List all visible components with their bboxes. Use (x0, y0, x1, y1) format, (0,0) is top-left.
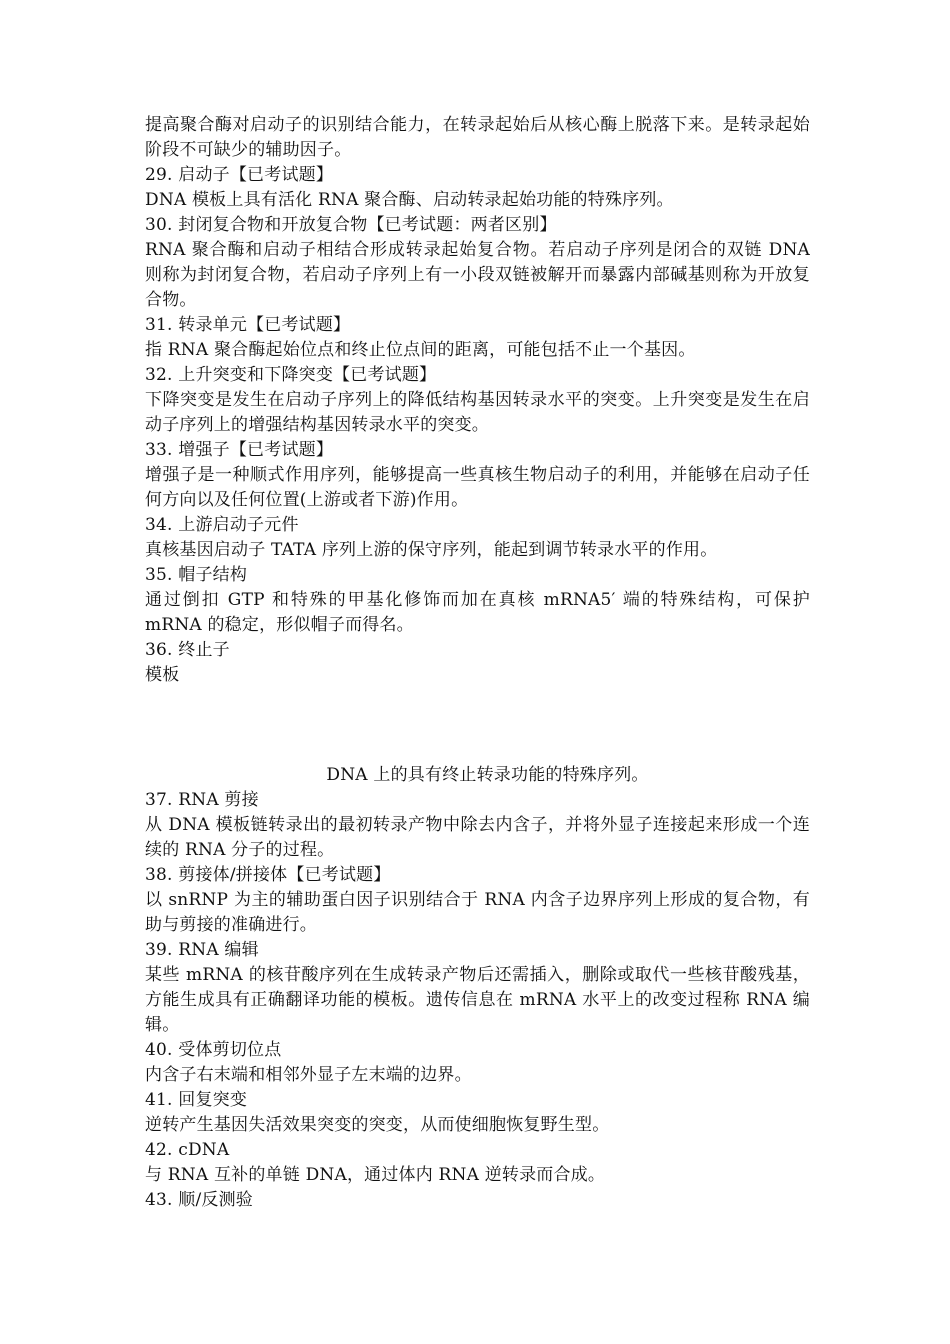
paragraph-36-end: DNA 上的具有终止转录功能的特殊序列。 (326, 765, 649, 785)
heading-33: 33. 增强子【已考试题】 (145, 440, 334, 460)
paragraph-36-start: 模板 (145, 665, 180, 685)
paragraph-32: 下降突变是发生在启动子序列上的降低结构基因转录水平的突变。上升突变是发生在启动子序列上的增强结构基因转录水平的突变。 (145, 390, 810, 435)
heading-42: 42. cDNA (145, 1140, 230, 1160)
heading-32: 32. 上升突变和下降突变【已考试题】 (145, 365, 437, 385)
heading-43: 43. 顺/反测验 (145, 1190, 253, 1210)
heading-41: 41. 回复突变 (145, 1090, 248, 1110)
paragraph-29: DNA 模板上具有活化 RNA 聚合酶、启动转录起始功能的特殊序列。 (145, 190, 674, 210)
heading-38: 38. 剪接体/拼接体【已考试题】 (145, 865, 391, 885)
paragraph-39: 某些 mRNA 的核苷酸序列在生成转录产物后还需插入，删除或取代一些核苷酸残基，方能生成具有正确翻译功能的模板。遗传信息在 mRNA 水平上的改变过程称 RNA 编辑。 (145, 965, 810, 1035)
blank-gap (145, 688, 810, 763)
paragraph-38: 以 snRNP 为主的辅助蛋白因子识别结合于 RNA 内含子边界序列上形成的复合物，有助与剪接的准确进行。 (145, 890, 810, 935)
paragraph-34: 真核基因启动子 TATA 序列上游的保守序列，能起到调节转录水平的作用。 (145, 540, 718, 560)
heading-29: 29. 启动子【已考试题】 (145, 165, 334, 185)
heading-31: 31. 转录单元【已考试题】 (145, 315, 351, 335)
paragraph-sigma-factor-cont: 提高聚合酶对启动子的识别结合能力，在转录起始后从核心酶上脱落下来。是转录起始阶段不可缺少的辅助因子。 (145, 115, 810, 160)
paragraph-42: 与 RNA 互补的单链 DNA，通过体内 RNA 逆转录而合成。 (145, 1165, 606, 1185)
paragraph-33: 增强子是一种顺式作用序列，能够提高一些真核生物启动子的利用，并能够在启动子任何方向以及任何位置(上游或者下游)作用。 (145, 465, 810, 510)
heading-37: 37. RNA 剪接 (145, 790, 259, 810)
heading-34: 34. 上游启动子元件 (145, 515, 299, 535)
paragraph-37: 从 DNA 模板链转录出的最初转录产物中除去内含子，并将外显子连接起来形成一个连续的 RNA 分子的过程。 (145, 815, 810, 860)
paragraph-41: 逆转产生基因失活效果突变的突变，从而使细胞恢复野生型。 (145, 1115, 610, 1135)
heading-30: 30. 封闭复合物和开放复合物【已考试题：两者区别】 (145, 215, 557, 235)
heading-35: 35. 帽子结构 (145, 565, 248, 585)
paragraph-31: 指 RNA 聚合酶起始位点和终止位点间的距离，可能包括不止一个基因。 (145, 340, 696, 360)
paragraph-35: 通过倒扣 GTP 和特殊的甲基化修饰而加在真核 mRNA5′ 端的特殊结构，可保护 mRNA 的稳定，形似帽子而得名。 (145, 590, 810, 635)
paragraph-30: RNA 聚合酶和启动子相结合形成转录起始复合物。若启动子序列是闭合的双链 DNA 则称为封闭复合物，若启动子序列上有一小段双链被解开而暴露内部碱基则称为开放复合物。 (145, 240, 810, 310)
heading-36: 36. 终止子 (145, 640, 230, 660)
heading-40: 40. 受体剪切位点 (145, 1040, 282, 1060)
heading-39: 39. RNA 编辑 (145, 940, 259, 960)
paragraph-40: 内含子右末端和相邻外显子左末端的边界。 (145, 1065, 472, 1085)
document-page (145, 113, 810, 1213)
